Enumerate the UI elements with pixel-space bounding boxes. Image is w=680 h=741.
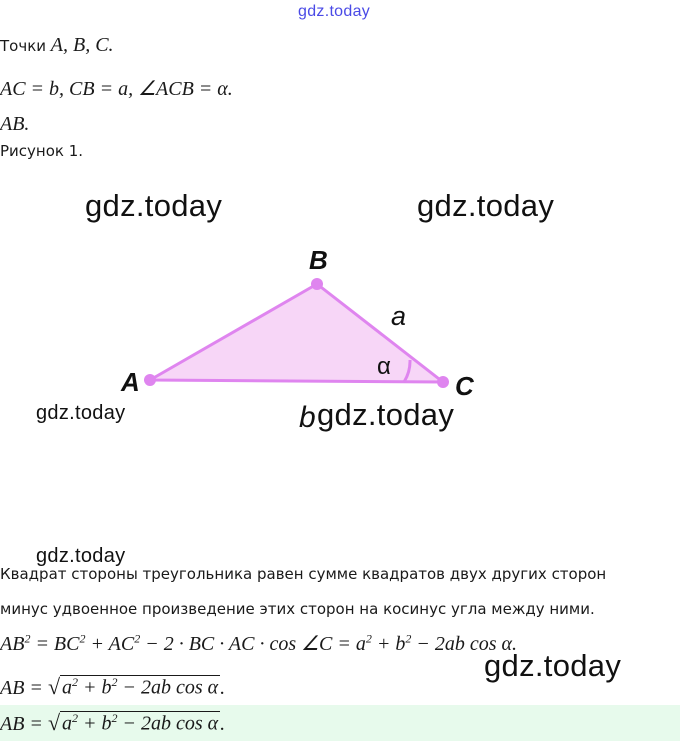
watermark-6: gdz.today (484, 648, 622, 683)
vertex-a-label: A (121, 367, 140, 397)
points-prefix: Точки (0, 37, 51, 55)
watermark-top: gdz.today (298, 3, 371, 20)
cosine-law-formula (0, 631, 517, 656)
figure-caption: Рисунок 1. (0, 142, 84, 160)
law-text-line-2: минус удвоенное произведение этих сторон на косинус угла между ними. (0, 600, 595, 618)
cl-sup-5: 2 (405, 631, 412, 646)
points-line (0, 34, 114, 57)
res-minus: − 2ab cos α (117, 677, 219, 699)
ans-a: a (62, 713, 73, 735)
cl-sup-3: 2 (134, 631, 141, 646)
cl-bc: = BC (35, 633, 80, 655)
res-lhs: AB = (0, 677, 48, 699)
watermark-1: gdz.today (85, 188, 223, 223)
cl-rest: − 2 · BC · AC · cos ∠C = a (145, 633, 366, 655)
res-sup-1: 2 (72, 675, 79, 690)
vertex-b-label: B (309, 245, 328, 275)
find-line: AB. (0, 113, 30, 135)
watermark-5: gdz.today (36, 545, 126, 567)
cl-sup-1: 2 (24, 631, 31, 646)
ans-b: + b (78, 713, 112, 735)
ans-lhs: AB = (0, 713, 48, 735)
answer-formula (0, 710, 225, 736)
ans-sup-1: 2 (72, 711, 79, 726)
watermark-2: gdz.today (417, 188, 555, 223)
ans-minus: − 2ab cos α (117, 713, 219, 735)
cl-sup-4: 2 (365, 631, 372, 646)
ans-sup-2: 2 (111, 711, 118, 726)
angle-label: α (377, 353, 391, 380)
side-b-label: b (299, 401, 316, 434)
cl-ac: + AC (90, 633, 135, 655)
res-sup-2: 2 (111, 675, 118, 690)
given-line: AC = b, CB = a, ∠ACB = α. (0, 78, 233, 100)
ans-radicand (60, 711, 220, 735)
cl-b: + b (376, 633, 406, 655)
cl-lhs: AB (0, 633, 25, 655)
triangle-shape (150, 284, 443, 382)
res-b: + b (78, 677, 112, 699)
watermark-4: gdz.today (317, 397, 455, 432)
res-a: a (62, 677, 73, 699)
sqrt-icon: √ (47, 710, 61, 735)
law-text-line-1: Квадрат стороны треугольника равен сумме квадратов двух других сторон (0, 565, 607, 583)
vertex-c-point (437, 376, 449, 388)
vertex-c-label: C (455, 371, 474, 401)
side-a-label: a (391, 301, 407, 331)
cl-sup-2: 2 (79, 631, 86, 646)
watermark-3: gdz.today (36, 402, 126, 424)
res-radicand (60, 675, 220, 699)
cl-tail: − 2ab cos α. (416, 633, 518, 655)
vertex-b-point (311, 278, 323, 290)
sqrt-icon: √ (47, 674, 61, 699)
res-end: . (220, 677, 226, 699)
points-list: A, B, C. (50, 34, 114, 56)
vertex-a-point (144, 374, 156, 386)
ans-end: . (220, 713, 226, 735)
result-formula (0, 674, 225, 700)
